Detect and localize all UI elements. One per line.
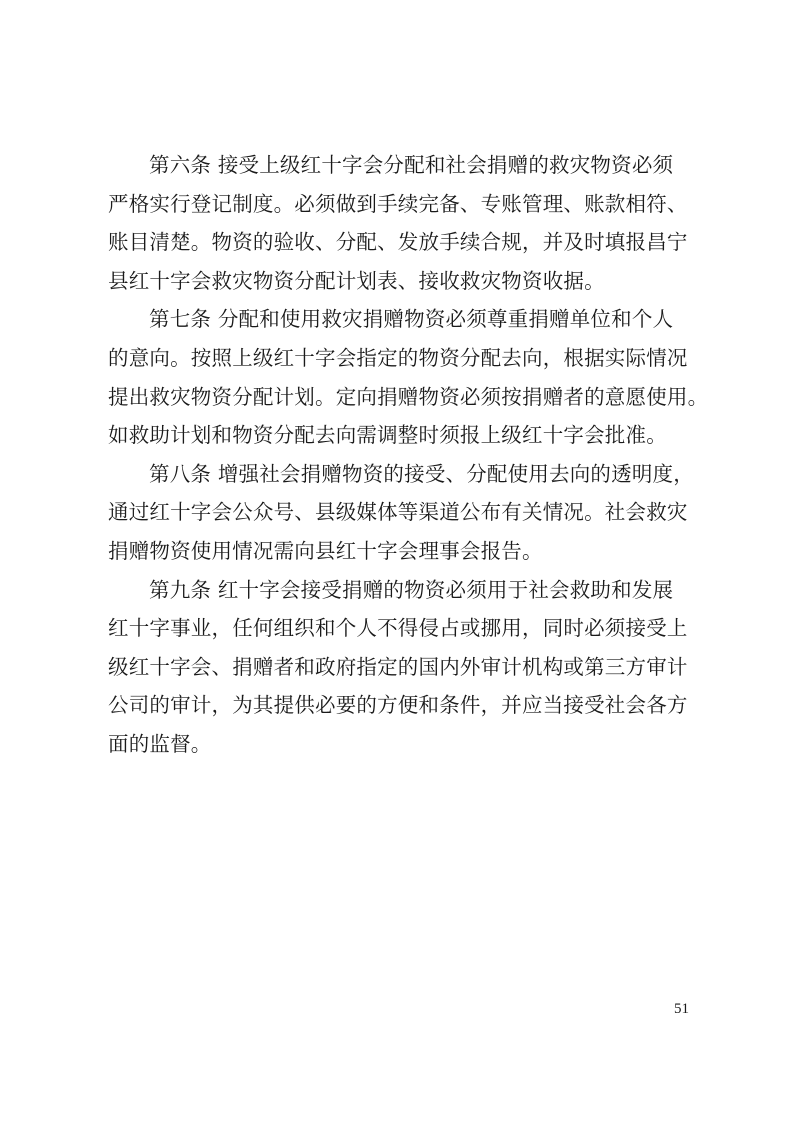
- article-7: [108, 300, 709, 454]
- article-line: 通过红十字会公众号、县级媒体等渠道公布有关情况。社会救灾: [108, 500, 688, 525]
- article-line: 县红十字会救灾物资分配计划表、接收救灾物资收据。: [108, 268, 605, 293]
- article-line: 面的监督。: [108, 731, 212, 756]
- article-9: [108, 571, 696, 764]
- article-8: [108, 455, 696, 571]
- article-line: 提出救灾物资分配计划。定向捐赠物资必须按捐赠者的意愿使用。: [108, 384, 709, 409]
- article-6: [108, 146, 696, 300]
- article-line: 捐赠物资使用情况需向县红十字会理事会报告。: [108, 538, 543, 563]
- article-line: 严格实行登记制度。必须做到手续完备、专账管理、账款相符、: [108, 191, 688, 216]
- article-line: 公司的审计，为其提供必要的方便和条件，并应当接受社会各方: [108, 693, 688, 718]
- article-line: 第八条 增强社会捐赠物资的接受、分配使用去向的透明度，: [149, 461, 694, 486]
- page-number: 51: [674, 1001, 689, 1017]
- article-line: 第六条 接受上级红十字会分配和社会捐赠的救灾物资必须: [149, 153, 674, 177]
- article-line: 如救助计划和物资分配去向需调整时须报上级红十字会批准。: [108, 423, 667, 448]
- article-line: 红十字事业，任何组织和个人不得侵占或挪用，同时必须接受上: [108, 616, 688, 641]
- article-line: 账目清楚。物资的验收、分配、发放手续合规，并及时填报昌宁: [108, 230, 688, 255]
- article-line: 第七条 分配和使用救灾捐赠物资必须尊重捐赠单位和个人: [149, 307, 674, 332]
- article-line: 的意向。按照上级红十字会指定的物资分配去向，根据实际情况: [108, 345, 688, 370]
- article-line: 级红十字会、捐赠者和政府指定的国内外审计机构或第三方审计: [108, 654, 688, 679]
- article-line: 第九条 红十字会接受捐赠的物资必须用于社会救助和发展: [149, 577, 674, 602]
- document-body: [108, 146, 709, 764]
